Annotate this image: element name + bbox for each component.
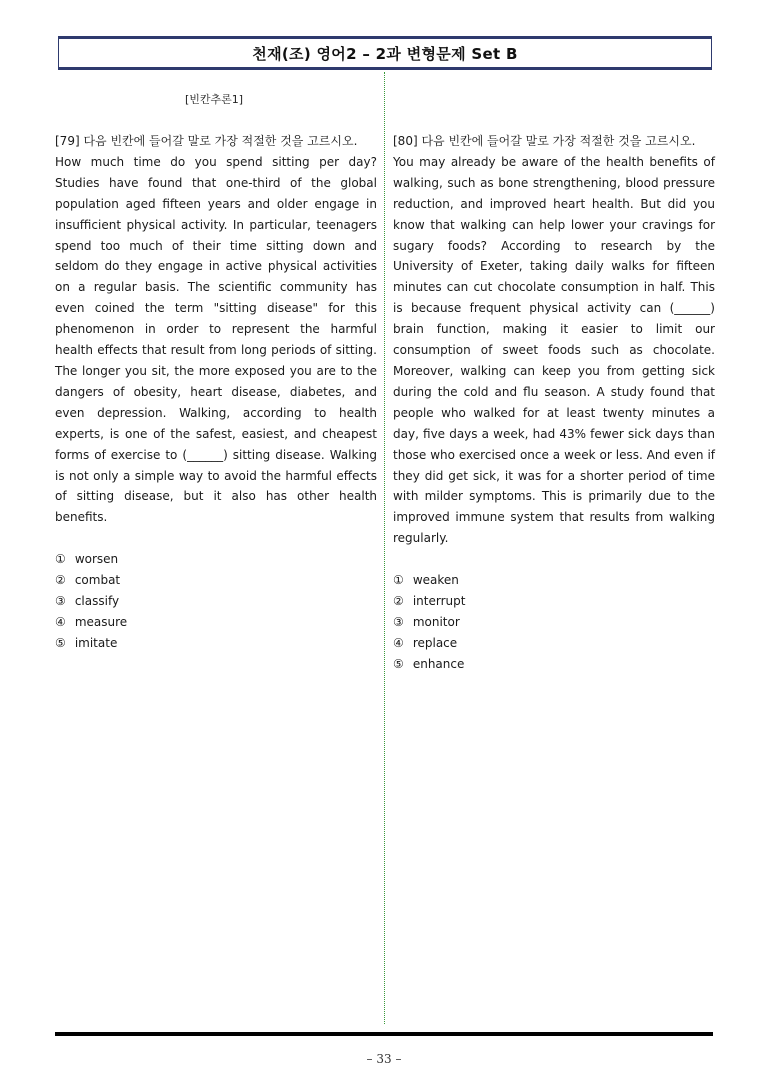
answer-option[interactable] <box>55 591 377 612</box>
option-text: measure <box>74 614 128 629</box>
answer-option[interactable] <box>393 654 715 675</box>
answer-options <box>55 549 377 653</box>
option-number: ③ <box>393 614 404 629</box>
option-number: ① <box>55 552 66 567</box>
answer-option[interactable] <box>393 633 715 654</box>
answer-option[interactable] <box>55 570 377 591</box>
footer-rule <box>55 1032 713 1036</box>
option-number: ① <box>393 573 404 588</box>
answer-option[interactable] <box>393 570 715 591</box>
option-number: ⑤ <box>393 656 404 671</box>
page-number: – 33 – <box>366 1052 402 1066</box>
option-text: weaken <box>412 573 459 588</box>
page-title: 천재(조) 영어2 – 2과 변형문제 Set B <box>252 44 518 63</box>
option-number: ④ <box>55 614 66 629</box>
answer-options <box>393 570 715 674</box>
option-number: ③ <box>55 593 66 608</box>
option-text: replace <box>412 635 458 650</box>
option-text: enhance <box>412 656 465 671</box>
question-passage: How much time do you spend sitting per day? Studies have found that one-third of the global population aged fifteen years and older engage in insufficient physical activity. In particular, teenagers spend too much of their time sitting down and seldom do they engage in active physical activities on a regular basis. The scientific community has even coined the term "sitting disease" for this phenomenon in order to represent the harmful health effects that result from long periods of sitting. The longer you sit, the more exposed you are to the dangers of obesity, heart disease, diabetes, and even depression. Walking, according to health experts, is one of the safest, easiest, and cheapest forms of exercise to (______) sitting disease. Walking is not only a simple way to avoid the harmful effects of sitting disease, but it also has other health benefits. <box>55 154 377 525</box>
option-text: monitor <box>412 614 460 629</box>
answer-option[interactable] <box>55 549 377 570</box>
option-number: ④ <box>393 635 404 650</box>
answer-option[interactable] <box>55 612 377 633</box>
option-text: interrupt <box>412 593 466 608</box>
question-title: [79] 다음 빈칸에 들어갈 말로 가장 적절한 것을 고르시오. <box>55 134 358 148</box>
option-text: imitate <box>74 635 118 650</box>
option-text: worsen <box>74 552 119 567</box>
section-tag: [빈칸추론1] <box>185 93 244 106</box>
question-passage: You may already be aware of the health benefits of walking, such as bone strengthening, blood pressure reduction, and improved heart health. But did you know that walking can help lower your cravings for sugary foods? According to research by the University of Exeter, taking daily walks for fifteen minutes can cut chocolate consumption in half. This is because frequent physical activity can (______) brain function, making it easier to limit our consumption of sweet foods such as chocolate. Moreover, walking can keep you from getting sick during the cold and flu season. A study found that people who walked for at least twenty minutes a day, five days a week, had 43% fewer sick days than those who exercised once a week or less. And even if they did get sick, it was for a shorter period of time with milder symptoms. This is primarily due to the improved immune system that results from walking regularly. <box>393 154 715 546</box>
answer-option[interactable] <box>393 612 715 633</box>
answer-option[interactable] <box>55 633 377 654</box>
column-divider <box>384 72 385 1024</box>
option-number: ② <box>393 593 404 608</box>
answer-option[interactable] <box>393 591 715 612</box>
option-text: classify <box>74 593 120 608</box>
option-number: ② <box>55 573 66 587</box>
option-number: ⑤ <box>55 635 66 650</box>
question-80 <box>393 131 715 674</box>
option-text: combat <box>74 573 121 587</box>
page-header <box>58 36 712 70</box>
question-title: [80] 다음 빈칸에 들어갈 말로 가장 적절한 것을 고르시오. <box>393 134 696 148</box>
question-79 <box>55 131 377 654</box>
